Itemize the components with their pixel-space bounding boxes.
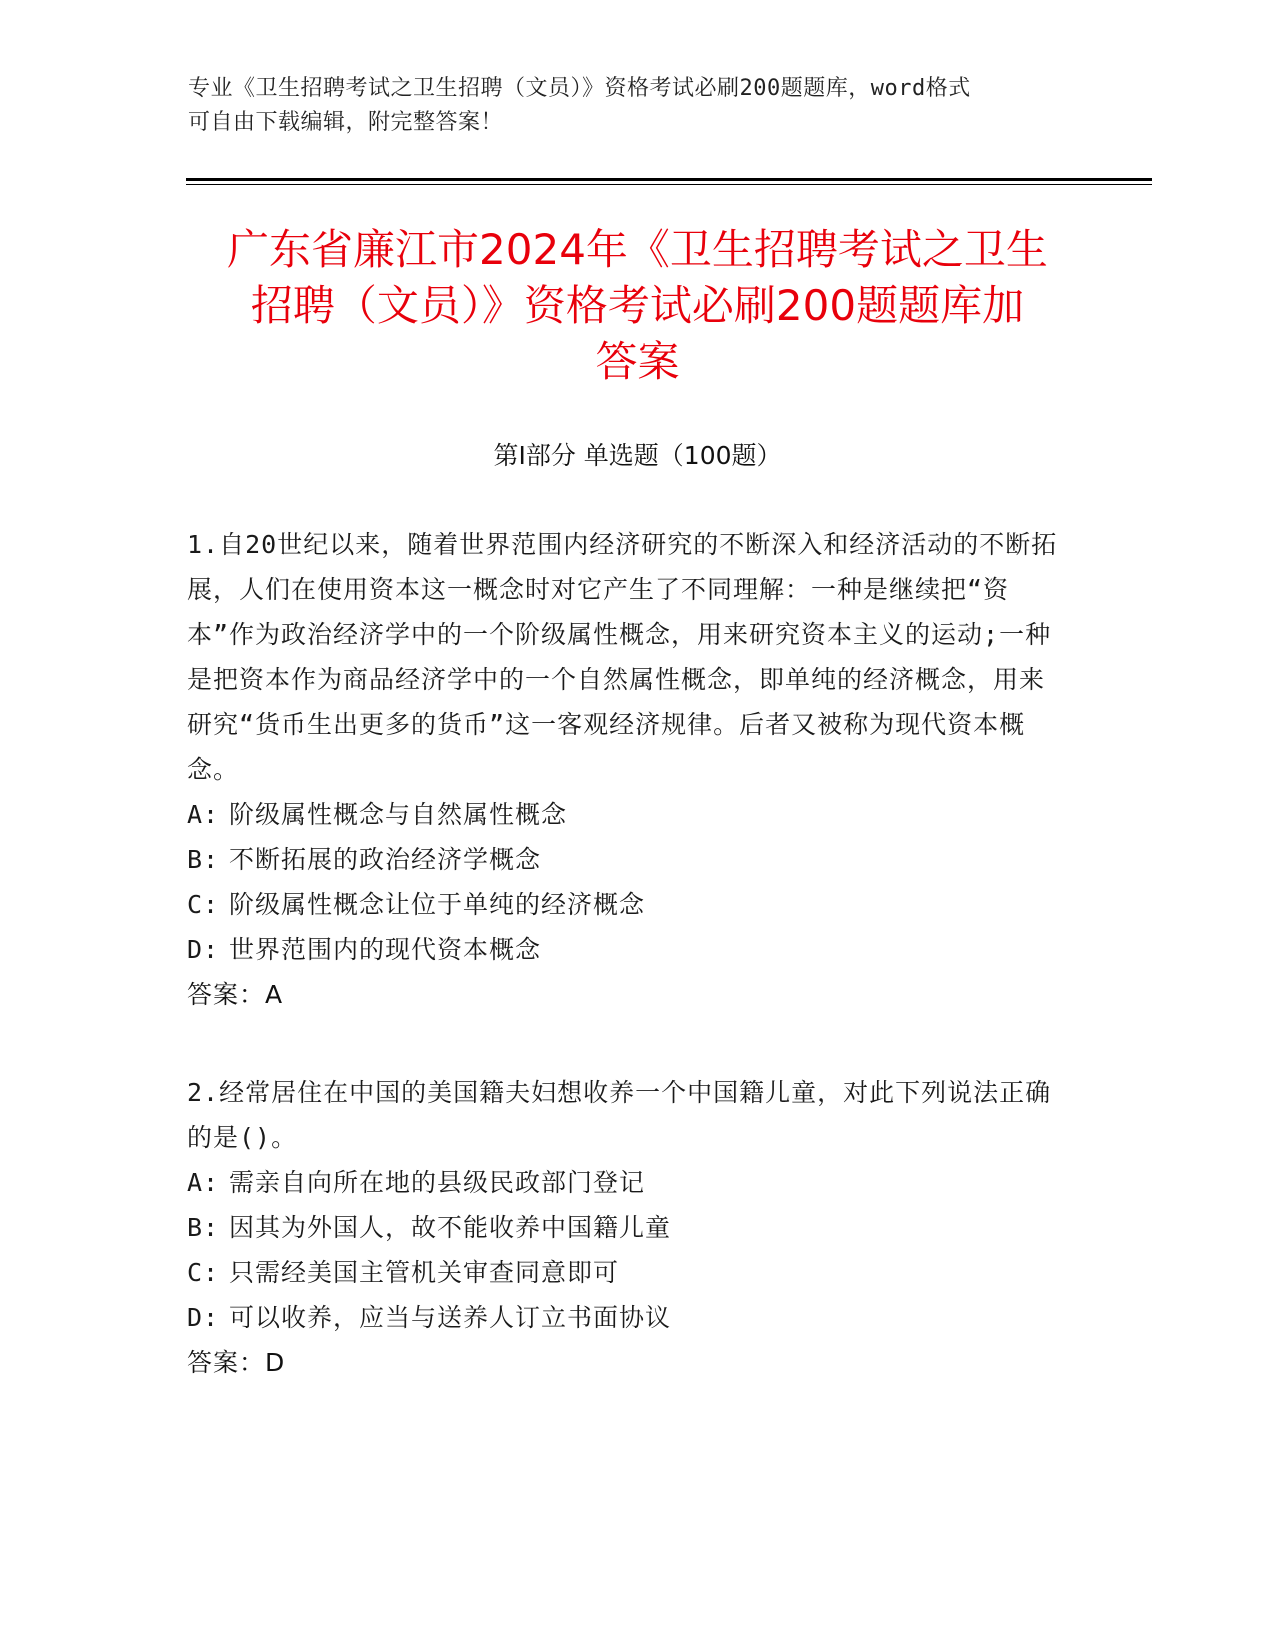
option-text: 因其为外国人，故不能收养中国籍儿童 bbox=[229, 1213, 672, 1242]
option-a bbox=[187, 792, 1067, 837]
option-letter: B: bbox=[187, 1213, 220, 1242]
option-d bbox=[187, 1295, 1067, 1340]
question-stem: 1.自20世纪以来，随着世界范围内经济研究的不断深入和经济活动的不断拓展，人们在使用资本这一概念时对它产生了不同理解：一种是继续把“资本”作为政治经济学中的一个阶级属性概念，用来研究资本主义的运动;一种是把资本作为商品经济学中的一个自然属性概念，即单纯的经济概念，用来研究“货币生出更多的货币”这一客观经济规律。后者又被称为现代资本概念。 bbox=[187, 530, 1058, 784]
option-text: 世界范围内的现代资本概念 bbox=[229, 935, 542, 964]
question-stem: 2.经常居住在中国的美国籍夫妇想收养一个中国籍儿童，对此下列说法正确的是()。 bbox=[187, 1078, 1052, 1152]
option-letter: D: bbox=[187, 1303, 220, 1332]
option-text: 阶级属性概念让位于单纯的经济概念 bbox=[229, 890, 646, 919]
option-letter: C: bbox=[187, 1258, 220, 1287]
option-a bbox=[187, 1160, 1067, 1205]
header-note-line1: 专业《卫生招聘考试之卫生招聘（文员）》资格考试必刷200题题库，word格式 bbox=[188, 76, 971, 101]
question-1 bbox=[187, 522, 1067, 1017]
option-text: 不断拓展的政治经济学概念 bbox=[229, 845, 542, 874]
option-letter: B: bbox=[187, 845, 220, 874]
question-2 bbox=[187, 1070, 1067, 1385]
option-d bbox=[187, 927, 1067, 972]
header-divider-thick bbox=[186, 178, 1152, 181]
document-title bbox=[150, 222, 1125, 390]
option-text: 只需经美国主管机关审查同意即可 bbox=[229, 1258, 620, 1287]
document-title-line1: 广东省廉江市2024年《卫生招聘考试之卫生 bbox=[227, 225, 1048, 274]
option-b bbox=[187, 837, 1067, 882]
option-b bbox=[187, 1205, 1067, 1250]
option-text: 阶级属性概念与自然属性概念 bbox=[229, 800, 568, 829]
option-letter: C: bbox=[187, 890, 220, 919]
option-text: 需亲自向所在地的县级民政部门登记 bbox=[229, 1168, 646, 1197]
document-title-line3: 答案 bbox=[595, 337, 680, 386]
option-letter: A: bbox=[187, 1168, 220, 1197]
document-title-line2: 招聘（文员）》资格考试必刷200题题库加 bbox=[250, 281, 1025, 330]
answer-line: 答案：A bbox=[187, 980, 284, 1009]
section-heading: 第Ⅰ部分 单选题（100题） bbox=[493, 441, 782, 470]
header-divider-thin bbox=[186, 184, 1152, 185]
option-text: 可以收养，应当与送养人订立书面协议 bbox=[229, 1303, 672, 1332]
option-letter: A: bbox=[187, 800, 220, 829]
option-c bbox=[187, 882, 1067, 927]
header-note bbox=[188, 72, 1068, 140]
header-note-line2: 可自由下载编辑，附完整答案！ bbox=[188, 110, 504, 135]
option-letter: D: bbox=[187, 935, 220, 964]
option-c bbox=[187, 1250, 1067, 1295]
answer-line: 答案：D bbox=[187, 1348, 286, 1377]
